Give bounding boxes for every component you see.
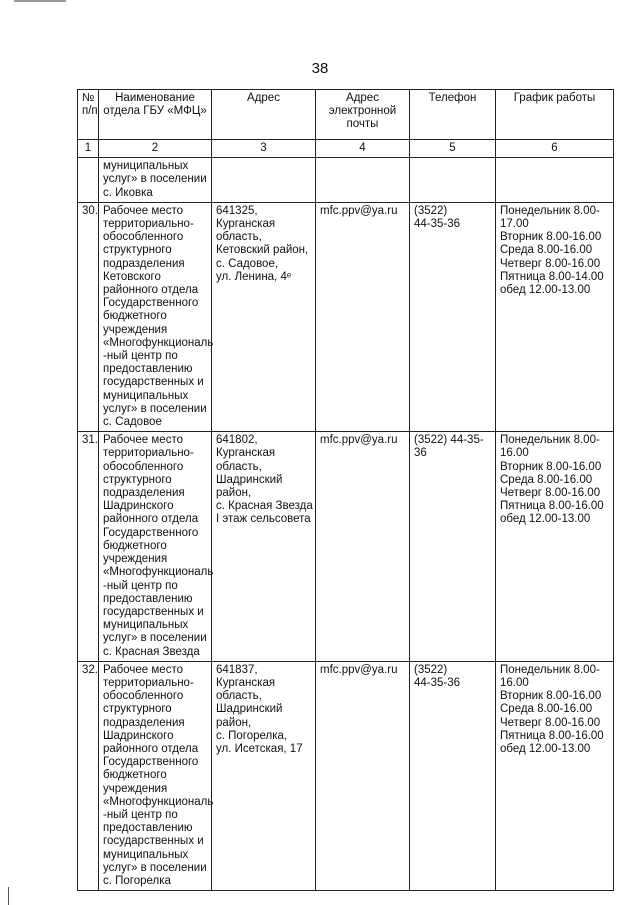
email-cell: mfc.ppv@ya.ru bbox=[316, 202, 410, 431]
header-number bbox=[78, 90, 99, 140]
cell-line: Государственного bbox=[103, 756, 199, 769]
cell-line: услуг» в поселении bbox=[103, 861, 207, 874]
cell-line: муниципальных bbox=[103, 389, 189, 402]
cell-line: почты bbox=[346, 118, 379, 131]
cell-line: I этаж сельсовета bbox=[216, 513, 311, 526]
cell-line: Понедельник 8.00- bbox=[500, 204, 600, 217]
table-row bbox=[78, 158, 614, 203]
cell-line: предоставлению bbox=[103, 822, 193, 835]
cell-line: с. Красная Звезда bbox=[216, 500, 313, 513]
cell-line: с. Садовое, bbox=[216, 257, 279, 270]
cell-line: электронной bbox=[328, 105, 397, 118]
cell-line: предоставлению bbox=[103, 363, 193, 376]
cell-line: (3522) 44-35- bbox=[414, 434, 484, 447]
cell-line: территориально- bbox=[103, 218, 194, 231]
cell-line: районного отдела bbox=[103, 284, 199, 297]
cell-line: бюджетного bbox=[103, 310, 167, 323]
cell-line: обособленного bbox=[103, 460, 184, 473]
phone-cell bbox=[410, 661, 496, 890]
cell-line: услуг» в поселении bbox=[103, 632, 207, 645]
cell-line: структурного bbox=[103, 473, 172, 486]
department-name-cell bbox=[99, 158, 212, 203]
cell-line: государственных и bbox=[103, 835, 204, 848]
cell-line: район, bbox=[216, 716, 252, 729]
cell-line: Государственного bbox=[103, 297, 199, 310]
cell-line: муниципальных bbox=[103, 619, 189, 632]
cell-line: (3522) bbox=[414, 663, 448, 676]
cell-line: Рабочее место bbox=[103, 663, 183, 676]
cell-line: услуг» в поселении bbox=[103, 173, 207, 186]
cell-line: Понедельник 8.00- bbox=[500, 663, 600, 676]
cell-line: Вторник 8.00-16.00 bbox=[500, 690, 602, 703]
column-index-cell: 4 bbox=[316, 140, 410, 158]
cell-line: -ный центр по bbox=[103, 579, 178, 592]
cell-line: обед 12.00-13.00 bbox=[500, 513, 591, 526]
cell-line: Рабочее место bbox=[103, 204, 183, 217]
cell-line: № bbox=[82, 92, 95, 104]
department-name-cell bbox=[99, 432, 212, 661]
cell-line: «Многофункциональ bbox=[103, 336, 214, 349]
cell-line: Шадринского bbox=[103, 729, 174, 742]
cell-line: 44-35-36 bbox=[414, 676, 461, 689]
phone-cell bbox=[410, 158, 496, 203]
page-number: 38 bbox=[311, 60, 329, 77]
cell-line: с. Погорелка bbox=[103, 874, 171, 887]
address-cell bbox=[212, 432, 316, 661]
cell-line: Четверг 8.00-16.00 bbox=[500, 487, 601, 500]
mfc-offices-table bbox=[77, 89, 614, 891]
cell-line: подразделения bbox=[103, 487, 185, 500]
cell-line: 17.00 bbox=[500, 218, 529, 231]
cell-line: Адрес bbox=[346, 92, 379, 104]
column-index-cell: 1 bbox=[78, 140, 99, 158]
phone-cell bbox=[410, 432, 496, 661]
cell-line: с. Иковка bbox=[103, 186, 153, 199]
column-index-cell: 5 bbox=[410, 140, 496, 158]
cell-line: -ный центр по bbox=[103, 808, 178, 821]
cell-line: Шадринский bbox=[216, 473, 283, 486]
table-row bbox=[78, 661, 614, 890]
cell-line: 16.00 bbox=[500, 676, 529, 689]
address-cell bbox=[212, 202, 316, 431]
cell-line: 641837, bbox=[216, 663, 258, 676]
cell-line: обед 12.00-13.00 bbox=[500, 742, 591, 755]
cell-line: область, bbox=[216, 231, 262, 244]
address-cell bbox=[212, 661, 316, 890]
cell-line: отдела ГБУ «МФЦ» bbox=[103, 105, 207, 118]
header-email bbox=[316, 90, 410, 140]
cell-line: область, bbox=[216, 690, 262, 703]
email-cell: mfc.ppv@ya.ru bbox=[316, 661, 410, 890]
cell-line: 36 bbox=[414, 447, 427, 460]
cell-line: предоставлению bbox=[103, 592, 193, 605]
scan-artifact-top bbox=[14, 0, 66, 2]
header-phone bbox=[410, 90, 496, 140]
schedule-cell bbox=[496, 202, 614, 431]
header-address bbox=[212, 90, 316, 140]
cell-line: подразделения bbox=[103, 716, 185, 729]
cell-line: обед 12.00-13.00 bbox=[500, 284, 591, 297]
cell-line: 44-35-36 bbox=[414, 218, 461, 231]
cell-line: 16.00 bbox=[500, 447, 529, 460]
cell-line: район, bbox=[216, 487, 252, 500]
cell-line: Вторник 8.00-16.00 bbox=[500, 460, 602, 473]
cell-line: Шадринского bbox=[103, 500, 174, 513]
department-name-cell bbox=[99, 661, 212, 890]
cell-line: Рабочее место bbox=[103, 434, 183, 447]
cell-line: структурного bbox=[103, 703, 172, 716]
column-index-cell: 3 bbox=[212, 140, 316, 158]
cell-line: услуг» в поселении bbox=[103, 402, 207, 415]
header-row bbox=[78, 90, 614, 140]
cell-line: с. Погорелка, bbox=[216, 729, 288, 742]
schedule-cell bbox=[496, 432, 614, 661]
cell-line: Четверг 8.00-16.00 bbox=[500, 716, 601, 729]
cell-line: с. Красная Звезда bbox=[103, 645, 200, 658]
cell-line: Пятница 8.00-14.00 bbox=[500, 270, 604, 283]
cell-line: ул. Исетская, 17 bbox=[216, 742, 303, 755]
cell-line: 641802, bbox=[216, 434, 258, 447]
cell-line: подразделения bbox=[103, 257, 185, 270]
cell-line: территориально- bbox=[103, 447, 194, 460]
cell-line: Шадринский bbox=[216, 703, 283, 716]
cell-line: Кетовский район, bbox=[216, 244, 309, 257]
cell-line: Курганская bbox=[216, 676, 276, 689]
cell-line: учреждения bbox=[103, 782, 168, 795]
cell-line: Пятница 8.00-16.00 bbox=[500, 729, 604, 742]
header-department-name bbox=[99, 90, 212, 140]
column-index-cell: 6 bbox=[496, 140, 614, 158]
cell-line: 641325, bbox=[216, 204, 258, 217]
cell-line: Курганская bbox=[216, 447, 276, 460]
row-number: 30. bbox=[78, 202, 99, 431]
table-row bbox=[78, 432, 614, 661]
cell-line: область, bbox=[216, 460, 262, 473]
address-cell bbox=[212, 158, 316, 203]
cell-line: Наименование bbox=[115, 92, 195, 104]
cell-line: структурного bbox=[103, 244, 172, 257]
department-name-cell bbox=[99, 202, 212, 431]
cell-line: районного отдела bbox=[103, 513, 199, 526]
cell-line: ул. Ленина, 4ᵉ bbox=[216, 270, 292, 283]
cell-line: График работы bbox=[513, 92, 596, 104]
cell-line: обособленного bbox=[103, 231, 184, 244]
cell-line: Среда 8.00-16.00 bbox=[500, 473, 593, 486]
cell-line: Курганская bbox=[216, 218, 276, 231]
table-row bbox=[78, 202, 614, 431]
cell-line: учреждения bbox=[103, 323, 168, 336]
cell-line: бюджетного bbox=[103, 769, 167, 782]
cell-line: муниципальных bbox=[103, 848, 189, 861]
cell-line: Четверг 8.00-16.00 bbox=[500, 257, 601, 270]
schedule-cell bbox=[496, 661, 614, 890]
cell-line: Вторник 8.00-16.00 bbox=[500, 231, 602, 244]
cell-line: «Многофункциональ bbox=[103, 566, 214, 579]
cell-line: Среда 8.00-16.00 bbox=[500, 244, 593, 257]
cell-line: учреждения bbox=[103, 553, 168, 566]
cell-line: государственных и bbox=[103, 605, 204, 618]
cell-line: бюджетного bbox=[103, 539, 167, 552]
cell-line: Телефон bbox=[428, 92, 477, 104]
header-schedule bbox=[496, 90, 614, 140]
cell-line: Пятница 8.00-16.00 bbox=[500, 500, 604, 513]
row-number: 31. bbox=[78, 432, 99, 661]
cell-line: Кетовского bbox=[103, 270, 161, 283]
cell-line: Среда 8.00-16.00 bbox=[500, 703, 593, 716]
schedule-cell bbox=[496, 158, 614, 203]
cell-line: муниципальных bbox=[103, 160, 189, 173]
email-cell bbox=[316, 158, 410, 203]
cell-line: обособленного bbox=[103, 690, 184, 703]
phone-cell bbox=[410, 202, 496, 431]
cell-line: (3522) bbox=[414, 204, 448, 217]
cell-line: государственных и bbox=[103, 376, 204, 389]
cell-line: районного отдела bbox=[103, 742, 199, 755]
cell-line: Понедельник 8.00- bbox=[500, 434, 600, 447]
column-index-row bbox=[78, 140, 614, 158]
table-body bbox=[78, 158, 614, 891]
cell-line: с. Садовое bbox=[103, 416, 162, 429]
row-number bbox=[78, 158, 99, 203]
email-cell: mfc.ppv@ya.ru bbox=[316, 432, 410, 661]
cell-line: Адрес bbox=[247, 92, 280, 104]
cell-line: -ный центр по bbox=[103, 350, 178, 363]
scan-artifact-bottom bbox=[8, 887, 9, 905]
cell-line: п/п bbox=[82, 105, 98, 118]
column-index-cell: 2 bbox=[99, 140, 212, 158]
cell-line: территориально- bbox=[103, 676, 194, 689]
cell-line: «Многофункциональ bbox=[103, 795, 214, 808]
row-number: 32. bbox=[78, 661, 99, 890]
cell-line: Государственного bbox=[103, 526, 199, 539]
